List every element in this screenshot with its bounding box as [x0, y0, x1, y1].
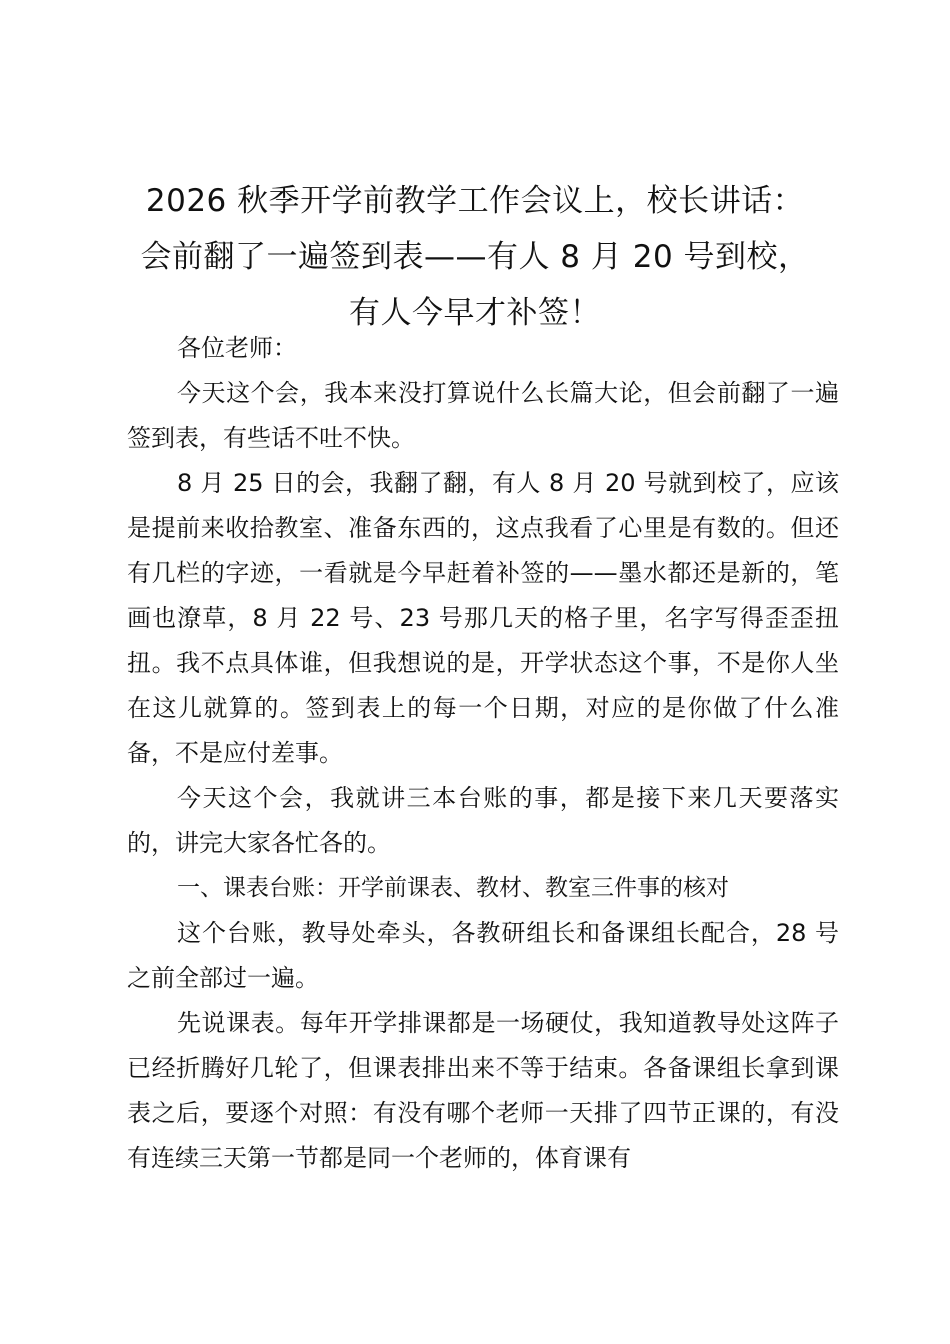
- paragraph-sign-in-sheet: 8 月 25 日的会，我翻了翻，有人 8 月 20 号就到校了，应该是提前来收拾教室、准备东西的，这点我看了心里是有数的。但还有几栏的字迹，一看就是今早赶着补签的——墨水都还是新的，笔画也潦草，8 月 22 号、23 号那几天的格子里，名字写得歪歪扭扭。我不点具体谁，但我想说的是，开学状态这个事，不是你人坐在这儿就算的。签到表上的每一个日期，对应的是你做了什么准备，不是应付差事。: [127, 469, 839, 767]
- paragraph-three-ledgers: 今天这个会，我就讲三本台账的事，都是接下来几天要落实的，讲完大家各忙各的。: [127, 784, 839, 857]
- paragraph-timetable: 先说课表。每年开学排课都是一场硬仗，我知道教导处这阵子已经折腾好几轮了，但课表排出来不等于结束。各备课组长拿到课表之后，要逐个对照：有没有哪个老师一天排了四节正课的，有没有连续三天第一节都是同一个老师的，体育课有: [127, 1009, 839, 1172]
- document-body: [127, 326, 839, 1181]
- paragraph-intro: 今天这个会，我本来没打算说什么长篇大论，但会前翻了一遍签到表，有些话不吐不快。: [127, 379, 839, 452]
- paragraph-ledger-owner: 这个台账，教导处牵头，各教研组长和备课组长配合，28 号之前全部过一遍。: [127, 919, 839, 992]
- salutation: 各位老师：: [177, 334, 297, 362]
- title-line-1: 2026 秋季开学前教学工作会议上，校长讲话：: [145, 183, 805, 219]
- title-line-3: 有人今早才补签！: [349, 295, 601, 331]
- title-line-2: 会前翻了一遍签到表——有人 8 月 20 号到校，: [140, 239, 810, 275]
- section-heading-1: 一、课表台账：开学前课表、教材、教室三件事的核对: [177, 875, 729, 901]
- document-title: [118, 173, 832, 341]
